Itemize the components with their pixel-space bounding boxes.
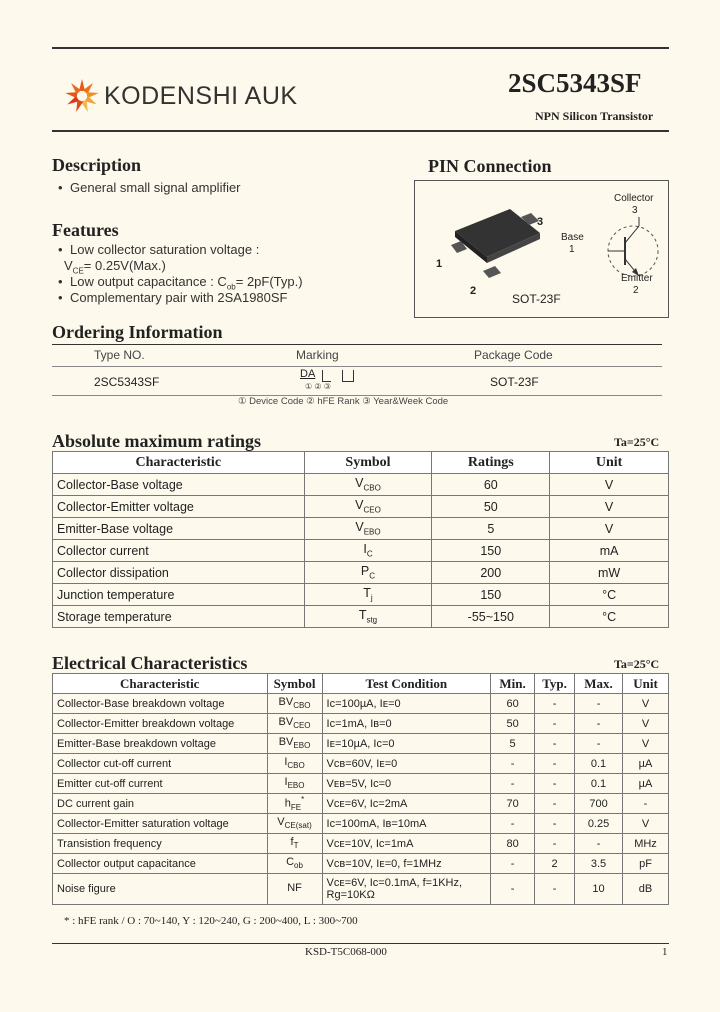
table-row: Collector-Emitter saturation voltage $V_{CE(sat)}$ Iᴄ=100mA, Iʙ=10mA - - 0.25 V [53, 814, 669, 834]
pin3-label: 3 [537, 216, 544, 228]
footer-page: 1 [662, 946, 668, 958]
table-row: Junction temperature $T_j$ 150 °C [53, 584, 669, 606]
base-label: Base [561, 232, 584, 243]
ec-footnote: * : hFE rank / O : 70~140, Y : 120~240, G : 200~400, L : 300~700 [64, 915, 358, 927]
table-header-row: Characteristic Symbol Ratings Unit [53, 452, 669, 474]
ordering-rule-mid [52, 366, 662, 367]
table-row: DC current gain $h_{FE}^*$ Vᴄᴇ=6V, Iᴄ=2mA 70 - 700 - [53, 794, 669, 814]
ordering-rule-top [52, 344, 662, 345]
company-name: KODENSHI AUK [104, 82, 298, 110]
base-num: 1 [569, 244, 575, 255]
table-row: Collector-Base voltage $V_{CBO}$ 60 V [53, 474, 669, 496]
marking-rank-box [322, 370, 331, 382]
sunburst-icon [64, 78, 100, 114]
part-subtitle: NPN Silicon Transistor [535, 109, 654, 123]
part-number: 2SC5343SF [508, 68, 642, 98]
collector-num: 3 [632, 205, 638, 216]
table-row: Emitter cut-off current $I_{EBO}$ Vᴇʙ=5V, Iᴄ=0 - - 0.1 µA [53, 774, 669, 794]
table-row: Collector-Emitter breakdown voltage $BV_{CEO}$ Iᴄ=1mA, Iʙ=0 50 - - V [53, 714, 669, 734]
table-row: Emitter-Base voltage $V_{EBO}$ 5 V [53, 518, 669, 540]
ordering-header-type: Type NO. [94, 348, 145, 362]
footer-doc-no: KSD-T5C068-000 [305, 946, 387, 958]
ordering-note: ① Device Code ② hFE Rank ③ Year&Week Code [238, 396, 449, 407]
collector-label: Collector [614, 193, 654, 204]
marking-nums: ① ② ③ [305, 382, 331, 391]
table-row: Emitter-Base breakdown voltage $BV_{EBO}$ Iᴇ=10µA, Iᴄ=0 5 - - V [53, 734, 669, 754]
ec-title: Electrical Characteristics [52, 653, 248, 673]
ec-ta: Ta=25°C [614, 657, 660, 671]
feature-item: • Complementary pair with 2SA1980SF [58, 290, 288, 305]
table-row: Collector-Emitter voltage $V_{CEO}$ 50 V [53, 496, 669, 518]
table-row: Collector current $I_C$ 150 mA [53, 540, 669, 562]
ordering-header-package: Package Code [474, 348, 553, 362]
emitter-label: Emitter [621, 273, 653, 284]
table-row: Noise figure NF Vᴄᴇ=6V, Iᴄ=0.1mA, f=1KHz, Rg=10KΩ - - 10 dB [53, 874, 669, 905]
emitter-num: 2 [633, 285, 639, 296]
features-title: Features [52, 220, 119, 240]
table-row: Transistion frequency $f_T$ Vᴄᴇ=10V, Iᴄ=1mA 80 - - MHz [53, 834, 669, 854]
description-title: Description [52, 155, 141, 175]
pin-connection-title: PIN Connection [428, 156, 552, 176]
pin2-label: 2 [470, 285, 477, 297]
table-row: Collector cut-off current $I_{CBO}$ Vᴄʙ=60V, Iᴇ=0 - - 0.1 µA [53, 754, 669, 774]
ordering-header-marking: Marking [296, 348, 339, 362]
ordering-title: Ordering Information [52, 322, 223, 342]
ordering-marking: DA [300, 368, 316, 380]
marking-date-box [342, 370, 354, 382]
footer-rule [52, 943, 669, 944]
ordering-type-no: 2SC5343SF [94, 375, 160, 389]
header-rule [52, 130, 669, 132]
amr-ta: Ta=25°C [614, 435, 660, 449]
pin1-label: 1 [436, 258, 443, 270]
feature-item: • Low output capacitance : $C_{ob}= 2pF(Typ.)$ [58, 274, 303, 292]
table-row: Collector-Base breakdown voltage $BV_{CBO}$ Iᴄ=100µA, Iᴇ=0 60 - - V [53, 694, 669, 714]
table-row: Collector dissipation $P_C$ 200 mW [53, 562, 669, 584]
ordering-package: SOT-23F [490, 375, 539, 389]
package-label: SOT-23F [512, 292, 561, 306]
amr-title: Absolute maximum ratings [52, 431, 262, 451]
ec-table [52, 673, 669, 905]
top-rule [52, 47, 669, 49]
table-row: Collector output capacitance $C_{ob}$ Vᴄʙ=10V, Iᴇ=0, f=1MHz - 2 3.5 pF [53, 854, 669, 874]
feature-item: • Low collector saturation voltage : [58, 242, 260, 257]
company-logo [64, 78, 100, 114]
description-item: • General small signal amplifier [58, 180, 241, 195]
table-row: Storage temperature $T_{stg}$ -55~150 °C [53, 606, 669, 628]
table-header-row: Characteristic Symbol Test Condition Min. Typ. Max. Unit [53, 674, 669, 694]
feature-item-continued: $V_{CE}= 0.25V(Max.)$ [64, 258, 166, 276]
amr-table [52, 451, 669, 628]
